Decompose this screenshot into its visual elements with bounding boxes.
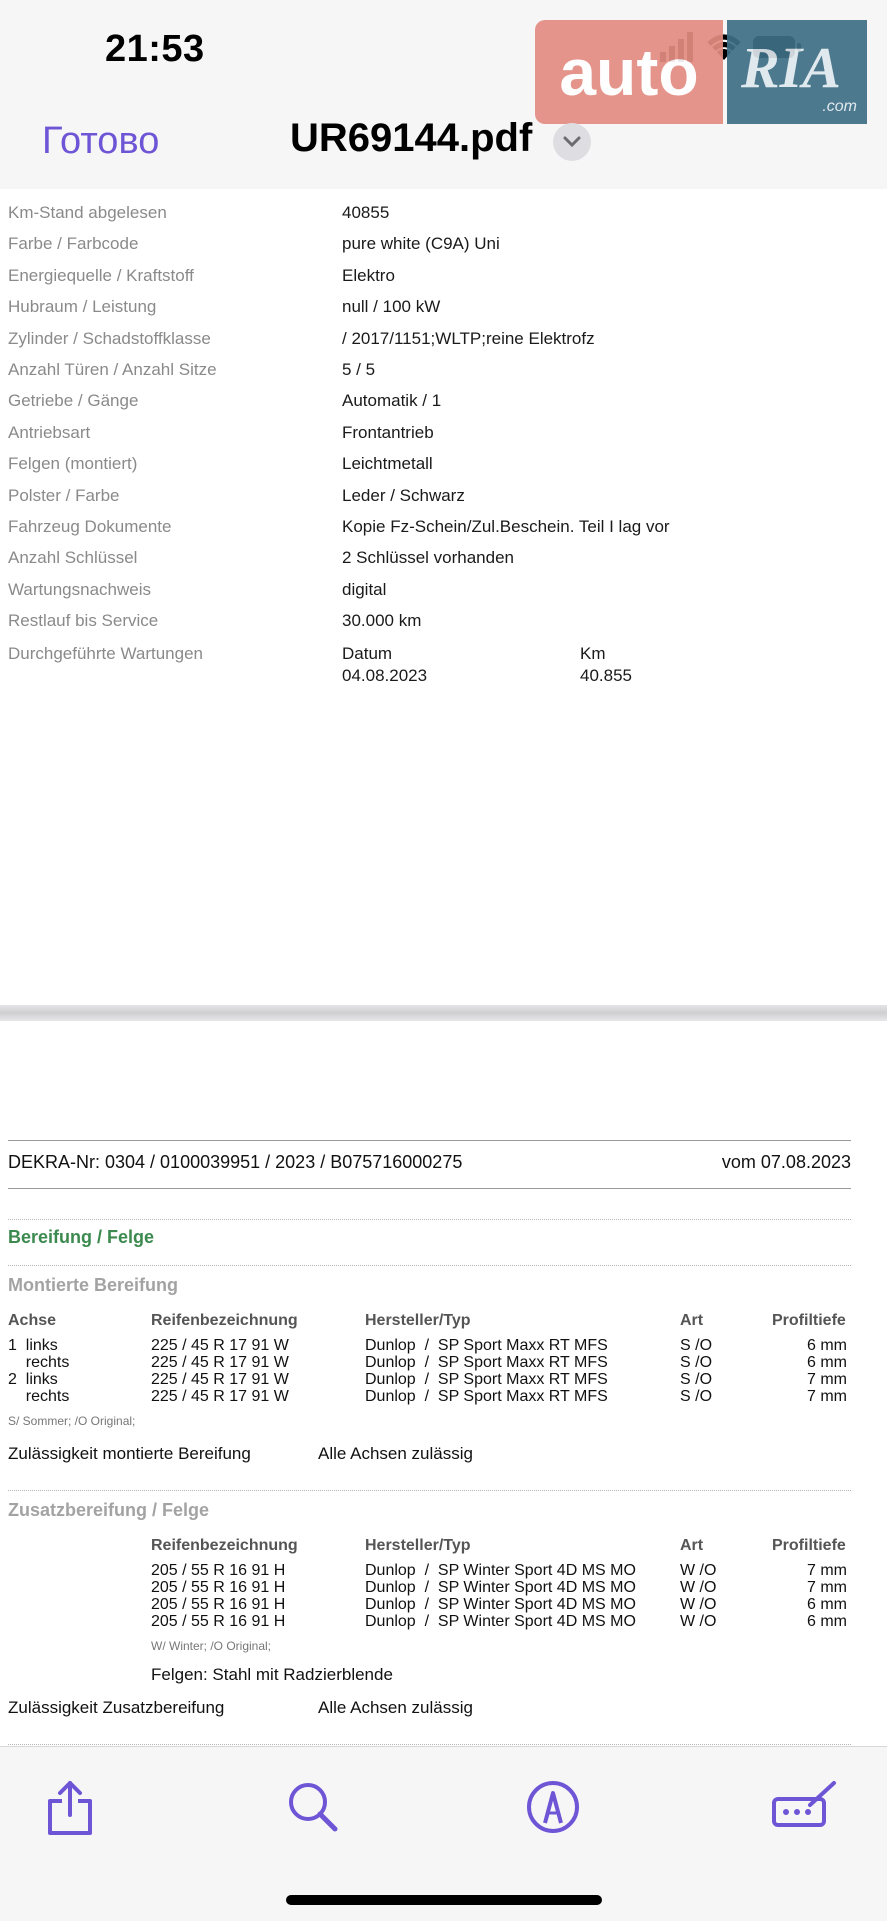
field-label: Getriebe / Gänge [8, 391, 139, 411]
col-header-profil: Profiltiefe [772, 1312, 846, 1329]
col-header-profil: Profiltiefe [772, 1537, 846, 1554]
mounted-tires-title: Montierte Bereifung [8, 1275, 179, 1295]
field-label: Antriebsart [8, 422, 91, 442]
field-label: Felgen (montiert) [8, 454, 138, 474]
field-value: Automatik / 1 [342, 391, 442, 411]
divider [8, 1140, 851, 1141]
field-label: Farbe / Farbcode [8, 234, 139, 254]
field-label: Zylinder / Schadstoffklasse [8, 328, 211, 348]
markup-icon[interactable] [523, 1777, 583, 1837]
extra-note: W/ Winter; /O Original; [151, 1639, 272, 1653]
tire-type: W /O [680, 1613, 717, 1630]
maintenance-km: 40.855 [580, 666, 632, 685]
col-header-art: Art [680, 1312, 704, 1329]
mounted-note: S/ Sommer; /O Original; [8, 1414, 136, 1428]
field-value: / 2017/1151;WLTP;reine Elektrofz [342, 328, 595, 348]
field-label: Polster / Farbe [8, 485, 120, 505]
tire-maker: Dunlop / SP Sport Maxx RT MFS [365, 1388, 608, 1405]
divider [8, 1490, 851, 1491]
document-title[interactable]: UR69144.pdf [290, 116, 533, 160]
field-value: Leder / Schwarz [342, 485, 465, 505]
extra-permission-label: Zulässigkeit Zusatzbereifung [8, 1698, 225, 1717]
field-label: Restlauf bis Service [8, 611, 159, 631]
pdf-page-2 [0, 1021, 887, 1746]
field-value: digital [342, 579, 387, 599]
section-title: Bereifung / Felge [8, 1227, 155, 1247]
tire-depth: 7 mm [807, 1562, 847, 1579]
tire-maker: Dunlop / SP Winter Sport 4D MS MO [365, 1596, 636, 1613]
tire-depth: 6 mm [807, 1354, 847, 1371]
extra-permission-value: Alle Achsen zulässig [318, 1698, 473, 1717]
share-icon[interactable] [40, 1777, 100, 1837]
status-time: 21:53 [105, 28, 205, 70]
mounted-permission-value: Alle Achsen zulässig [318, 1444, 473, 1463]
tire-size: 205 / 55 R 16 91 H [151, 1562, 286, 1579]
tire-type: W /O [680, 1562, 717, 1579]
tire-axle: rechts [8, 1354, 70, 1371]
divider [8, 1744, 851, 1745]
sign-icon[interactable] [770, 1777, 840, 1837]
home-indicator [286, 1895, 602, 1905]
tire-maker: Dunlop / SP Winter Sport 4D MS MO [365, 1562, 636, 1579]
tire-maker: Dunlop / SP Winter Sport 4D MS MO [365, 1579, 636, 1596]
field-value: Frontantrieb [342, 422, 434, 442]
tire-maker: Dunlop / SP Sport Maxx RT MFS [365, 1337, 608, 1354]
tire-size: 205 / 55 R 16 91 H [151, 1596, 286, 1613]
col-header-reifen: Reifenbezeichnung [151, 1537, 298, 1554]
chevron-down-icon[interactable] [553, 123, 591, 161]
tire-type: W /O [680, 1596, 717, 1613]
tire-depth: 6 mm [807, 1337, 847, 1354]
navigation-bar [0, 0, 887, 190]
divider [8, 1265, 851, 1266]
field-label: Wartungsnachweis [8, 579, 151, 599]
tire-depth: 7 mm [807, 1579, 847, 1596]
tire-size: 205 / 55 R 16 91 H [151, 1613, 286, 1630]
field-label: Anzahl Türen / Anzahl Sitze [8, 360, 217, 379]
field-value: Leichtmetall [342, 454, 433, 474]
tire-type: S /O [680, 1371, 713, 1388]
field-label: Hubraum / Leistung [8, 297, 157, 317]
divider [8, 1188, 851, 1189]
tire-depth: 6 mm [807, 1596, 847, 1613]
col-header-reifen: Reifenbezeichnung [151, 1312, 298, 1329]
tire-size: 225 / 45 R 17 91 W [151, 1354, 289, 1371]
col-header-hersteller: Hersteller/Typ [365, 1537, 471, 1554]
maintenance-date-header: Datum [342, 644, 393, 663]
tire-depth: 7 mm [807, 1388, 847, 1405]
tire-axle: rechts [8, 1388, 70, 1405]
tire-axle: 2 links [8, 1371, 58, 1388]
page-separator [0, 1005, 887, 1021]
pdf-page-1 [0, 189, 887, 1005]
field-value: Elektro [342, 265, 395, 285]
watermark-logo-auto: auto [535, 20, 723, 124]
extra-tires-title: Zusatzbereifung / Felge [8, 1500, 210, 1520]
field-label: Km-Stand abgelesen [8, 203, 167, 222]
tire-type: W /O [680, 1579, 717, 1596]
field-value: pure white (C9A) Uni [342, 234, 500, 254]
dekra-date: vom 07.08.2023 [721, 1152, 851, 1172]
mounted-permission-label: Zulässigkeit montierte Bereifung [8, 1444, 251, 1463]
field-value: 2 Schlüssel vorhanden [342, 548, 515, 568]
col-header-art: Art [680, 1537, 704, 1554]
col-header-hersteller: Hersteller/Typ [365, 1312, 471, 1329]
field-label: Fahrzeug Dokumente [8, 517, 172, 536]
done-button[interactable]: Готово [42, 120, 160, 162]
tire-depth: 7 mm [807, 1371, 847, 1388]
field-value: 5 / 5 [342, 360, 376, 379]
tire-type: S /O [680, 1388, 713, 1405]
tire-type: S /O [680, 1337, 713, 1354]
tire-type: S /O [680, 1354, 713, 1371]
field-value: 30.000 km [342, 611, 422, 631]
watermark-logo-ria: RIA .com [727, 20, 867, 124]
tire-size: 225 / 45 R 17 91 W [151, 1371, 289, 1388]
field-value: 40855 [342, 203, 390, 222]
divider [8, 1219, 851, 1220]
field-label: Anzahl Schlüssel [8, 548, 138, 568]
tire-maker: Dunlop / SP Sport Maxx RT MFS [365, 1371, 608, 1388]
field-value: null / 100 kW [342, 297, 441, 317]
tire-size: 205 / 55 R 16 91 H [151, 1579, 286, 1596]
maintenance-date: 04.08.2023 [342, 666, 428, 685]
tire-depth: 6 mm [807, 1613, 847, 1630]
field-label: Durchgeführte Wartungen [8, 644, 203, 663]
tire-axle: 1 links [8, 1337, 58, 1354]
col-header-achse: Achse [8, 1312, 57, 1329]
tire-size: 225 / 45 R 17 91 W [151, 1337, 289, 1354]
rim-info: Felgen: Stahl mit Radzierblende [151, 1665, 393, 1684]
field-value: Kopie Fz-Schein/Zul.Beschein. Teil I lag vor [342, 517, 670, 536]
tire-maker: Dunlop / SP Winter Sport 4D MS MO [365, 1613, 636, 1630]
dekra-number: DEKRA-Nr: 0304 / 0100039951 / 2023 / B075716000275 [8, 1152, 463, 1172]
maintenance-km-header: Km [580, 644, 606, 663]
search-icon[interactable] [283, 1777, 343, 1837]
tire-size: 225 / 45 R 17 91 W [151, 1388, 289, 1405]
tire-maker: Dunlop / SP Sport Maxx RT MFS [365, 1354, 608, 1371]
field-label: Energiequelle / Kraftstoff [8, 265, 194, 285]
